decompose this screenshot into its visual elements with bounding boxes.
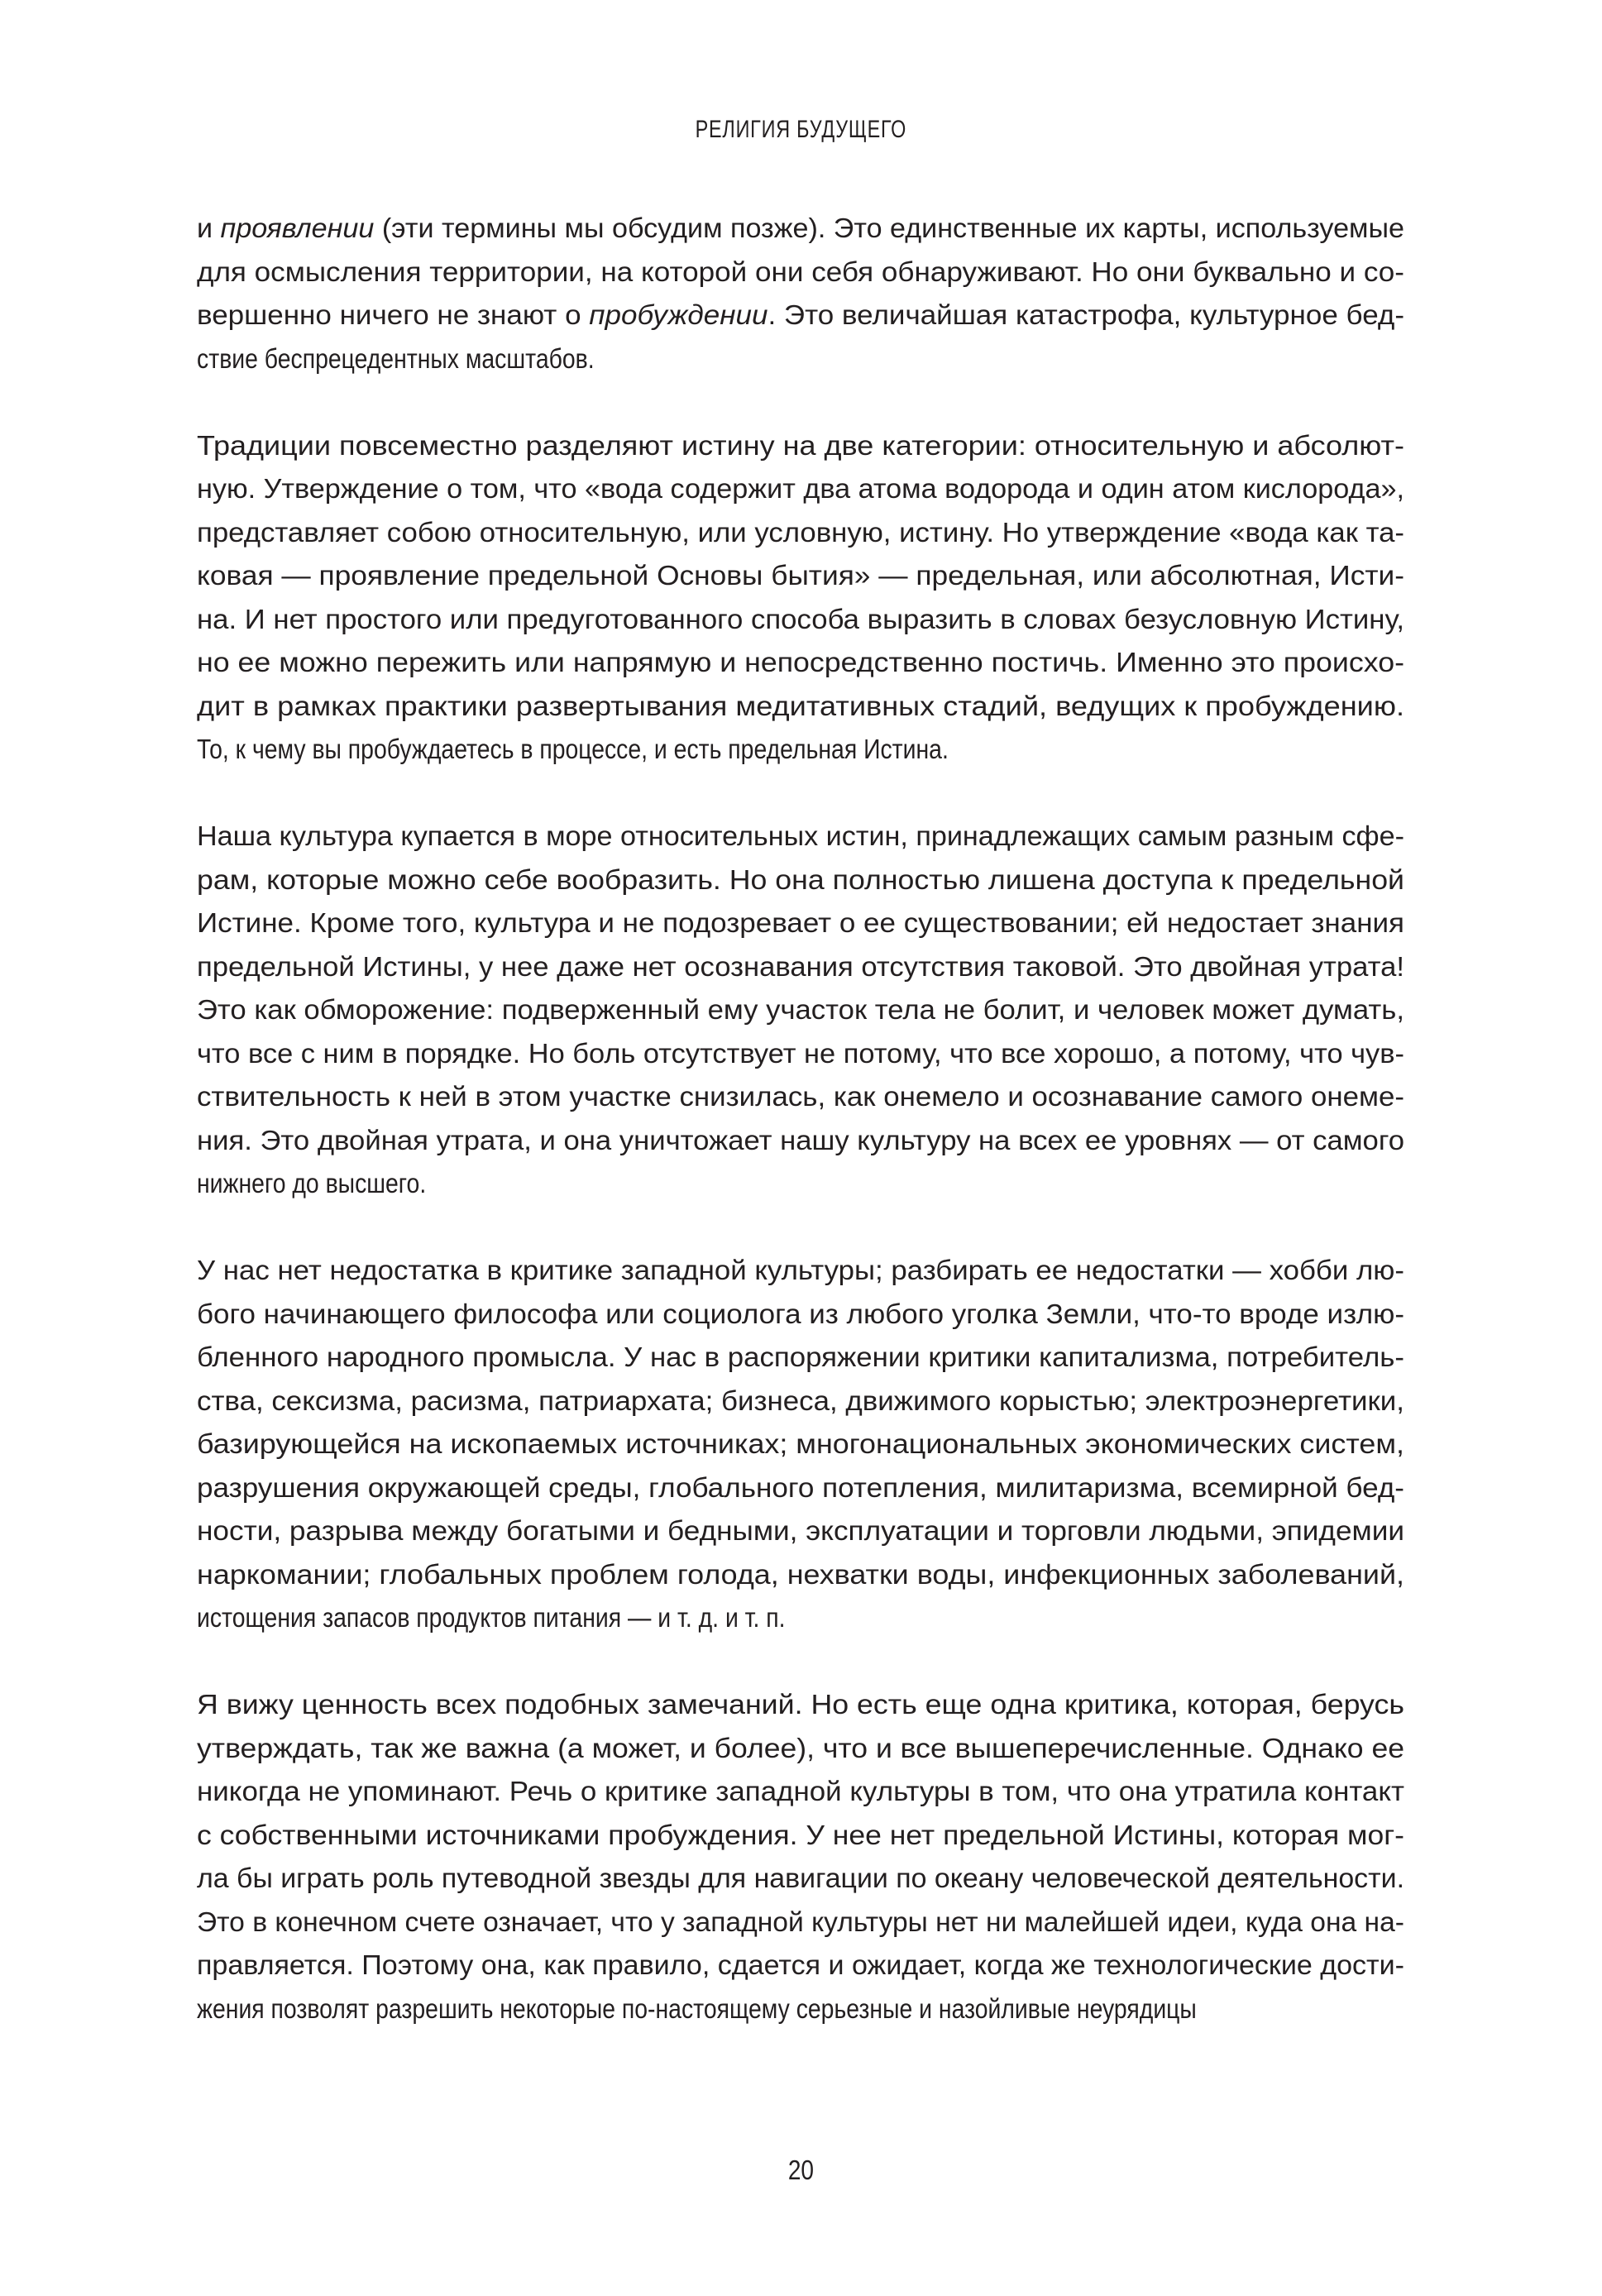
paragraph [197,424,1404,772]
text-run: бого начинающего философа или социолога из любого уголка Земли, что-то вроде излю- [197,1298,1404,1329]
text-line [197,1770,1404,1814]
text-run: Это как обморожение: подверженный ему участок тела не болит, и человек может думать, [197,994,1404,1025]
text-line [197,1944,1404,1987]
text-run: бленного народного промысла. У нас в распоряжении критики капитализма, потребитель- [197,1342,1404,1372]
text-run: (эти термины мы обсудим позже). Это единственные их карты, используемые [374,213,1405,243]
paragraph [197,1683,1404,2031]
text-line [197,1727,1404,1771]
text-run: истощения запасов продуктов питания — и т. д. и т. п. [197,1602,786,1633]
text-line [197,337,1404,381]
text-run: ства, сексизма, расизма, патриархата; бизнеса, движимого корыстью; электроэнергетики, [197,1385,1404,1416]
text-line [197,511,1404,555]
text-line [197,1336,1404,1380]
text-run: правляется. Поэтому она, как правило, сдается и ожидает, когда же технологические дости- [197,1949,1404,1980]
text-line [197,1119,1404,1163]
text-line [197,424,1404,468]
text-line [197,815,1404,859]
emphasized-term: проявлении [220,213,375,243]
text-line [197,294,1404,337]
text-line [197,467,1404,511]
text-run: предельной Истины, у нее даже нет осознавания отсутствия таковой. Это двойная утрата! [197,950,1404,982]
paragraph [197,207,1404,380]
text-run: ствие беспрецедентных масштабов. [197,342,595,374]
text-line [197,1509,1404,1553]
text-run: ла бы играть роль путеводной звезды для навигации по океану человеческой деятельности. [197,1863,1404,1893]
text-line [197,1423,1404,1466]
text-line [197,1466,1404,1510]
emphasized-term: пробуждении [589,299,768,330]
text-run: и [197,213,221,243]
text-run: для осмысления территории, на которой они себя обнаруживают. Но они буквально и со- [197,256,1404,287]
text-line [197,1901,1404,1944]
text-line [197,207,1404,251]
text-run: представляет собою относительную, или условную, истину. Но утверждение «вода как та- [197,516,1404,548]
page-number: 20 [787,2155,815,2185]
text-line [197,945,1404,989]
text-run: Наша культура купается в море относительных истин, принадлежащих самым разным сфе- [197,820,1404,851]
text-line [197,1857,1404,1901]
text-run: наркомании; глобальных проблем голода, нехватки воды, инфекционных заболеваний, [197,1558,1404,1590]
text-run: ния. Это двойная утрата, и она уничтожает нашу культуру на всех ее уровнях — от самого [197,1124,1404,1155]
text-line [197,1380,1404,1423]
paragraph [197,815,1404,1206]
text-line [197,1075,1404,1119]
text-line [197,554,1404,598]
text-run: ную. Утверждение о том, что «вода содержит два атома водорода и один атом кислорода», [197,473,1404,504]
paragraph [197,1249,1404,1640]
text-run: То, к чему вы пробуждаетесь в процессе, и есть предельная Истина. [197,734,949,764]
text-run: но ее можно пережить или напрямую и непосредственно постичь. Именно это происхо- [197,647,1404,677]
text-line [197,728,1404,772]
text-run: с собственными источниками пробуждения. У нее нет предельной Истины, которая мог- [197,1819,1404,1850]
text-line [197,1293,1404,1337]
text-run: базирующейся на ископаемых источниках; многонациональных экономических систем, [197,1428,1404,1459]
text-run: Истине. Кроме того, культура и не подозревает о ее существовании; ей недостает знания [197,907,1404,938]
running-head: РЕЛИГИЯ БУДУЩЕГО [695,116,907,143]
text-run: У нас нет недостатка в критике западной культуры; разбирать ее недостатки — хобби лю- [197,1255,1404,1285]
text-line [197,1683,1404,1727]
text-line [197,1596,1404,1640]
text-run: ствительность к ней в этом участке снизилась, как онемело и осознавание самого онеме- [197,1081,1404,1112]
text-run: нижнего до высшего. [197,1168,427,1198]
text-line [197,1249,1404,1293]
text-line [197,251,1404,294]
text-line [197,641,1404,685]
text-run: что все с ним в порядке. Но боль отсутствует не потому, что все хорошо, а потому, что чув- [197,1037,1404,1069]
text-run: ности, разрыва между богатыми и бедными, эксплуатации и торговли людьми, эпидемии [197,1515,1404,1546]
text-line [197,1987,1404,2031]
text-run: Это в конечном счете означает, что у западной культуры нет ни малейшей идеи, куда она на- [197,1906,1405,1937]
text-line [197,685,1404,729]
text-run: на. И нет простого или предуготованного способа выразить в словах безусловную Истину, [197,603,1404,634]
text-line [197,859,1404,902]
text-run: жения позволят разрешить некоторые по-настоящему серьезные и назойливые неурядицы [197,1992,1197,2024]
text-line [197,1032,1404,1076]
text-line [197,988,1404,1032]
text-run: Я вижу ценность всех подобных замечаний. Но есть еще одна критика, которая, берусь [197,1689,1404,1720]
text-run: разрушения окружающей среды, глобального потепления, милитаризма, всемирной бед- [197,1471,1404,1503]
text-run: дит в рамках практики развертывания медитативных стадий, ведущих к пробуждению. [197,690,1405,721]
body-text [197,207,1404,2074]
text-run: . Это величайшая катастрофа, культурное бед- [768,299,1404,330]
text-line [197,902,1404,945]
text-line [197,1162,1404,1206]
text-run: ковая — проявление предельной Основы бытия» — предельная, или абсолютная, Исти- [197,560,1404,591]
text-line [197,598,1404,642]
text-run: рам, которые можно себе вообразить. Но она полностью лишена доступа к предельной [197,863,1404,895]
text-run: никогда не упоминают. Речь о критике западной культуры в том, что она утратила контакт [197,1776,1404,1806]
text-run: вершенно ничего не знают о [197,299,590,330]
text-run: утверждать, так же важна (а может, и более), что и все вышеперечисленные. Однако ее [197,1732,1404,1763]
text-run: Традиции повсеместно разделяют истину на две категории: относительную и абсолют- [197,429,1405,461]
text-line [197,1553,1404,1597]
text-line [197,1814,1404,1858]
